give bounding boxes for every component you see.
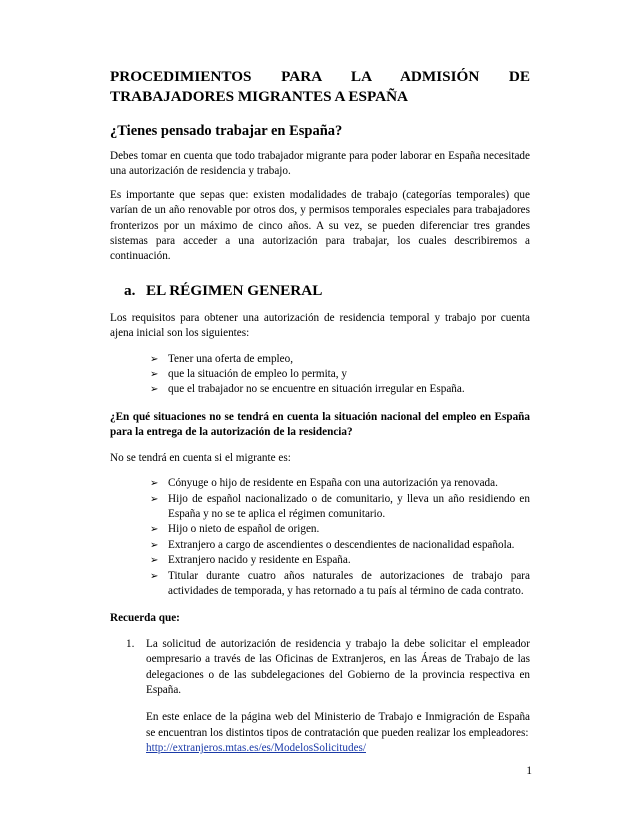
- requirements-intro: Los requisitos para obtener una autorización de residencia temporal y trabajo por cuenta ajena inicial son los siguientes:: [110, 311, 530, 340]
- numbered-list: [110, 637, 530, 757]
- ministry-link[interactable]: http://extranjeros.mtas.es/es/ModelosSolicitudes/: [146, 742, 366, 755]
- arrow-bullet-icon: ➢: [150, 555, 159, 567]
- section-letter: a.: [124, 281, 136, 299]
- arrow-bullet-icon: ➢: [150, 369, 159, 381]
- list-item: ➢ Hijo de español nacionalizado o de comunitario, y lleva un año residiendo en España y no se te aplica el régimen comunitario.: [150, 492, 530, 520]
- list-item: ➢ que el trabajador no se encuentre en situación irregular en España.: [150, 382, 530, 397]
- list-item: ➢ que la situación de empleo lo permita, y: [150, 367, 530, 382]
- item-number: 1.: [126, 637, 135, 650]
- intro-question: ¿Tienes pensado trabajar en España?: [110, 123, 343, 139]
- intro-paragraph: Debes tomar en cuenta que todo trabajador migrante para poder laborar en España necesitade una autorización de residencia y trabajo.: [110, 150, 530, 178]
- list-item: ➢ Extranjero a cargo de ascendientes o descendientes de nacionalidad española.: [150, 538, 530, 553]
- page-number: 1: [526, 765, 532, 777]
- link-paragraph: En este enlace de la página web del Ministerio de Trabajo e Inmigración de España se encuentran los distintos tipos de contratación que pueden realizar los empleadores:: [146, 711, 530, 739]
- arrow-bullet-icon: ➢: [150, 478, 159, 490]
- arrow-bullet-icon: ➢: [150, 384, 159, 396]
- list-item: ➢ Extranjero nacido y residente en España.: [150, 553, 530, 568]
- important-paragraph: Es importante que sepas que: existen modalidades de trabajo (categorías temporales) que varían de un año renovable por otros dos, y permisos temporales especiales para trabajadores fronterizos por un máximo de cinco años. A su vez, se pueden diferenciar tres grandes sistemas para acceder a una autorización para trabajar, los cuales describiremos a continuación.: [110, 188, 530, 263]
- list-item: ➢ Titular durante cuatro años naturales de autorizaciones de trabajo para actividades de temporada, y has retornado a tu país al término de cada contrato.: [150, 569, 530, 597]
- list-item: ➢ Tener una oferta de empleo,: [150, 352, 530, 367]
- arrow-bullet-icon: ➢: [150, 539, 159, 551]
- page-content: [110, 67, 530, 757]
- numbered-item: [110, 637, 530, 757]
- situations-intro: No se tendrá en cuenta si el migrante es:: [110, 451, 291, 464]
- situations-list: [110, 476, 530, 599]
- situations-question: ¿En qué situaciones no se tendrá en cuenta la situación nacional del empleo en España para la entrega de la autorización de la residencia?: [110, 410, 530, 439]
- numbered-item-text: La solicitud de autorización de residencia y trabajo la debe solicitar el empleador oempresario a través de las Oficinas de Extranjeros, en las Áreas de Trabajo de las delegaciones o de las subdelegaciones del Gobierno de la provincia respectiva en España.: [146, 637, 530, 696]
- requirements-list: [110, 352, 530, 398]
- arrow-bullet-icon: ➢: [150, 353, 159, 365]
- document-title: PROCEDIMIENTOS PARA LA ADMISIÓN DE TRABAJADORES MIGRANTES A ESPAÑA: [110, 68, 530, 105]
- remember-label: Recuerda que:: [110, 612, 180, 625]
- list-item: ➢ Hijo o nieto de español de origen.: [150, 522, 530, 537]
- arrow-bullet-icon: ➢: [150, 570, 159, 582]
- section-title: EL RÉGIMEN GENERAL: [146, 281, 323, 299]
- section-heading: [124, 281, 530, 301]
- arrow-bullet-icon: ➢: [150, 493, 159, 505]
- arrow-bullet-icon: ➢: [150, 524, 159, 536]
- list-item: ➢ Cónyuge o hijo de residente en España con una autorización ya renovada.: [150, 476, 530, 491]
